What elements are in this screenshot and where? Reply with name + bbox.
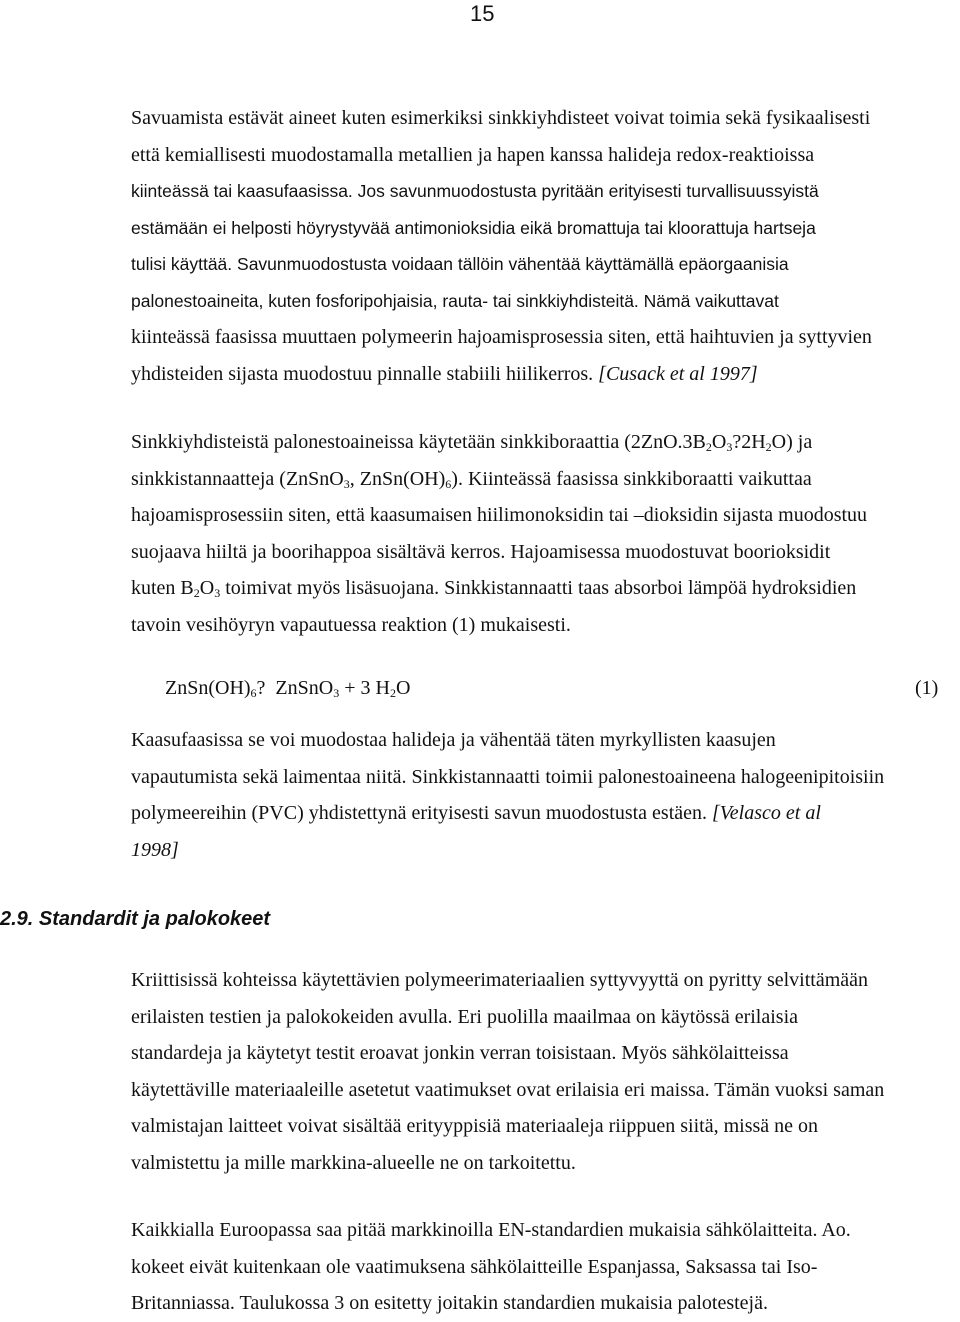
paragraph-line: hajoamisprosessiin siten, että kaasumaisen hiilimonoksidin tai –dioksidin sijasta muodostuu <box>131 504 868 526</box>
subscript: 6 <box>250 686 257 700</box>
paragraph-line <box>131 832 884 869</box>
citation: 1998] <box>131 838 179 861</box>
paragraph-line: valmistettu ja mille markkina-alueelle ne on tarkoitettu. <box>131 1151 576 1174</box>
citation: [Velasco et al <box>712 802 821 824</box>
paragraph-line: kiinteässä faasissa muuttaen polymeerin hajoamisprosessia siten, että haihtuvien ja syttyvien <box>131 326 872 348</box>
text-run: , ZnSn(OH) <box>349 467 446 490</box>
paragraph-line-text: yhdisteiden sijasta muodostuu pinnalle stabiili hiilikerros. <box>131 362 594 385</box>
paragraph-line <box>131 356 872 393</box>
equation-number: (1) <box>915 677 939 699</box>
paragraph-line-text: palonestoaineita, kuten fosforipohjaisia, rauta- tai sinkkiyhdisteitä. Nämä vaikuttavat <box>131 290 779 311</box>
paragraph-line: suojaava hiiltä ja boorihappoa sisältävä kerros. Hajoamisessa muodostuvat boorioksidit <box>131 540 831 563</box>
subscript: 2 <box>193 586 200 600</box>
subscript: 2 <box>389 686 396 700</box>
text-run: ). Kiinteässä faasissa sinkkiboraatti vaikuttaa <box>451 467 812 490</box>
paragraph-line: Kaasufaasissa se voi muodostaa halideja ja vähentää täten myrkyllisten kaasujen <box>131 729 776 751</box>
paragraph-line: vapautumista sekä laimentaa niitä. Sinkkistannaatti toimii palonestoaineena halogeenipitoisiin <box>131 765 885 788</box>
reaction-equation <box>165 674 410 702</box>
paragraph-en-standards <box>131 1212 851 1322</box>
paragraph-line <box>131 795 884 832</box>
subscript: 6 <box>445 476 452 491</box>
text-run: toimivat myös lisäsuojana. Sinkkistannaatti taas absorboi lämpöä hydroksidien <box>220 577 857 599</box>
text-run: O <box>199 577 215 599</box>
text-run: sinkkistannaatteja (ZnSnO <box>131 467 344 490</box>
paragraph-line-text: tulisi käyttää. Savunmuodostusta voidaan tällöin vähentää käyttämällä epäorgaanisia <box>131 254 789 274</box>
paragraph-line: kokeet eivät kuitenkaan ole vaatimuksena sähkölaitteille Espanjassa, Saksassa tai Iso- <box>131 1255 818 1278</box>
paragraph-line: Kriittisissä kohteissa käytettävien polymeerimateriaalien syttyvyyttä on pyritty selvittämään <box>131 969 869 991</box>
paragraph-line <box>131 461 867 498</box>
paragraph-line <box>131 246 872 283</box>
paragraph-line: Britanniassa. Taulukossa 3 on esitetty joitakin standardien mukaisia palotestejä. <box>131 1292 768 1314</box>
text-run: kuten B <box>131 577 194 599</box>
subscript: 3 <box>726 440 733 454</box>
text-run: O <box>711 431 727 453</box>
paragraph-line-text: estämään ei helposti höyrystyvää antimonioksidia eikä bromattuja tai kloorattuja hartseja <box>131 217 816 238</box>
paragraph-line: erilaisten testien ja palokokeiden avulla. Eri puolilla maailmaa on käytössä erilaisia <box>131 1005 799 1028</box>
subscript: 3 <box>214 586 221 600</box>
page-number: 15 <box>470 1 495 26</box>
text-run: Sinkkiyhdisteistä palonestoaineissa käytetään sinkkiboraattia (2ZnO.3B <box>131 431 706 453</box>
subscript: 2 <box>705 440 712 454</box>
paragraph-line: käytettäville materiaaleille asetetut vaatimukset ovat erilaisia eri maissa. Tämän vuoksi saman <box>131 1078 885 1101</box>
section-heading: 2.9. Standardit ja palokokeet <box>0 908 271 930</box>
text-run: ZnSn(OH) <box>165 677 251 699</box>
paragraph-line <box>131 283 872 320</box>
paragraph-line: että kemiallisesti muodostamalla metallien ja hapen kanssa halideja redox-reaktioissa <box>131 143 815 166</box>
paragraph-line: Savuamista estävät aineet kuten esimerkiksi sinkkiyhdisteet voivat toimia sekä fysikaalisesti <box>131 107 871 129</box>
paragraph-line: Kaikkialla Euroopassa saa pitää markkinoilla EN-standardien mukaisia sähkölaitteita. Ao. <box>131 1219 851 1241</box>
paragraph-line-text: polymeereihin (PVC) yhdistettynä erityisesti savun muodostusta estäen. <box>131 802 708 824</box>
text-run: ?2H <box>732 431 766 453</box>
paragraph-standards <box>131 962 884 1181</box>
subscript: 3 <box>333 686 340 700</box>
text-run: O) ja <box>771 431 813 453</box>
paragraph-line-text: kiinteässä tai kaasufaasissa. Jos savunmuodostusta pyritään erityisesti turvallisuussyistä <box>131 181 819 201</box>
paragraph-line <box>131 210 872 247</box>
citation: [Cusack et al 1997] <box>598 362 758 385</box>
paragraph-smoke-suppressants <box>131 100 872 392</box>
paragraph-line: standardeja ja käytetyt testit eroavat jonkin verran toisistaan. Myös sähkölaitteissa <box>131 1042 789 1064</box>
text-run: O <box>395 677 411 699</box>
text-run: ? ZnSnO <box>256 677 334 699</box>
subscript: 2 <box>765 440 772 454</box>
paragraph-line: tavoin vesihöyryn vapautuessa reaktion (1) mukaisesti. <box>131 613 571 636</box>
paragraph-line: valmistajan laitteet voivat sisältää erityyppisiä materiaaleja riippuen siitä, missä ne on <box>131 1115 819 1137</box>
paragraph-line <box>131 173 872 210</box>
text-run: + 3 H <box>339 677 390 699</box>
paragraph-gas-phase <box>131 722 884 868</box>
subscript: 3 <box>343 476 350 491</box>
paragraph-line <box>131 424 867 461</box>
paragraph-line <box>131 570 867 607</box>
paragraph-zinc-compounds <box>131 424 867 643</box>
